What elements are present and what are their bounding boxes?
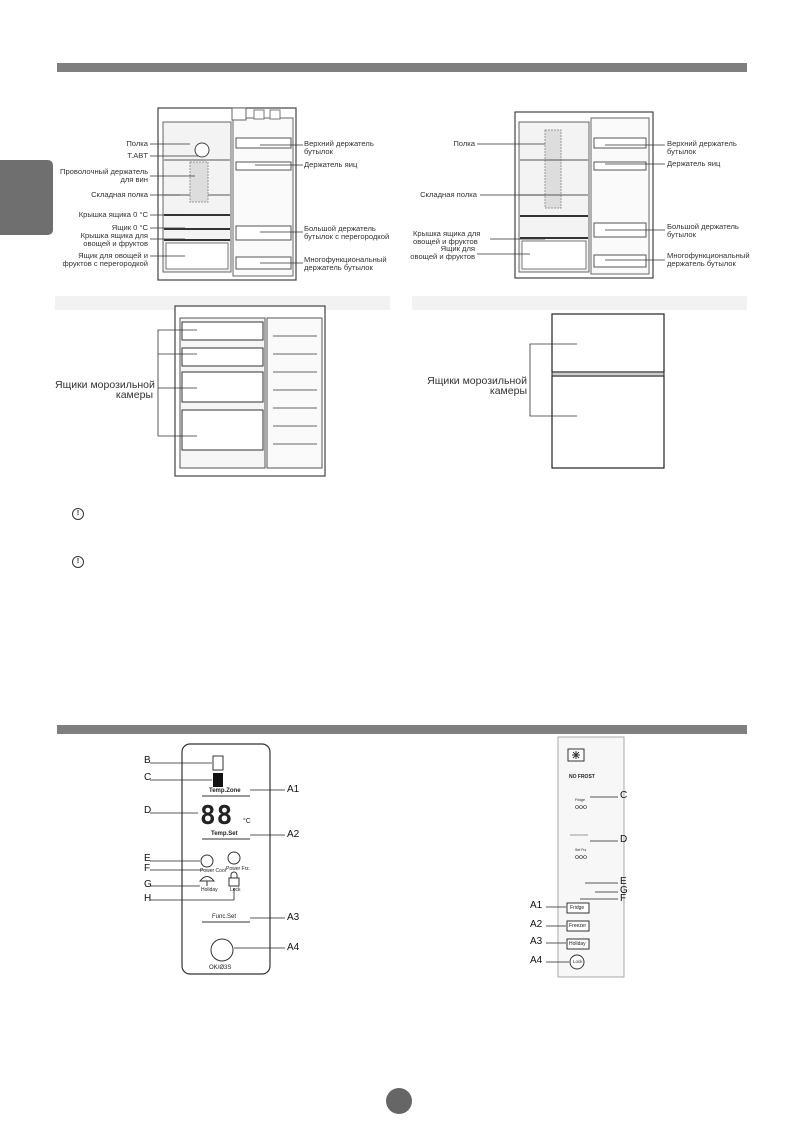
label-freezer-drawers: Ящики морозильной камеры <box>55 379 155 401</box>
page-number-marker <box>386 1088 412 1114</box>
callout-a4-2: A4 <box>530 955 543 966</box>
label-top-bottle-holder-2: Верхний держатель бутылок <box>667 139 737 156</box>
label-egg-holder-2: Держатель яиц <box>667 159 721 168</box>
label-wine-holder: Проволочный держатель для вин <box>60 167 149 184</box>
holiday-button-2[interactable]: Holiday <box>569 941 586 947</box>
fridge-button[interactable]: Fridge <box>570 905 585 911</box>
label-zero-drawer: Ящик 0 °C <box>111 223 148 232</box>
freezer-button[interactable]: Freezer <box>569 923 587 929</box>
fridge-left-diagram <box>60 100 400 290</box>
side-tab <box>0 160 53 235</box>
callout-e-2: E <box>620 876 627 887</box>
callout-a3-2: A3 <box>530 936 543 947</box>
callout-d: D <box>144 805 152 816</box>
brand-label: NO FROST <box>569 774 595 780</box>
label-folding-shelf-2: Складная полка <box>420 190 477 199</box>
label-shelf-2: Полка <box>453 139 475 148</box>
power-frz-button[interactable]: Power Frz. <box>226 866 251 872</box>
callout-d-2: D <box>620 834 628 845</box>
callout-a1: A1 <box>287 784 300 795</box>
label-top-bottle-holder: Верхний держатель бутылок <box>304 139 374 156</box>
label-big-bottle-holder: Большой держатель бутылок с перегородкой <box>304 224 390 241</box>
callout-a1-2: A1 <box>530 900 543 911</box>
callout-a2-2: A2 <box>530 919 543 930</box>
warning-icon-2: ! <box>72 556 84 568</box>
label-egg-holder: Держатель яиц <box>304 160 358 169</box>
callout-h: H <box>144 893 152 904</box>
fridge-right-diagram <box>405 100 750 290</box>
holiday-button[interactable]: Holiday <box>201 887 218 893</box>
callout-a2: A2 <box>287 829 300 840</box>
label-folding-shelf: Складная полка <box>91 190 148 199</box>
label-veg-drawer-2: Ящик для овощей и фруктов <box>410 244 475 261</box>
temp-set-button[interactable]: Temp.Set <box>211 831 238 837</box>
label-freezer-drawers-2: Ящики морозильной камеры <box>427 375 527 397</box>
callout-f-2: F <box>620 893 627 904</box>
fridge-temp-label: Fridge <box>575 798 585 802</box>
ok-button[interactable]: OK/Ø3S <box>209 965 232 971</box>
label-multi-bottle-holder: Многофункциональный держатель бутылок <box>304 255 387 272</box>
label-veg-cover: Крышка ящика для овощей и фруктов <box>80 231 148 248</box>
label-multi-bottle-holder-2: Многофункциональный держатель бутылок <box>667 251 750 268</box>
freezer-left-diagram <box>55 296 395 486</box>
callout-a3: A3 <box>287 912 300 923</box>
control-panel-left <box>140 738 340 978</box>
label-veg-cover-2: Крышка ящика для овощей и фруктов <box>413 229 481 246</box>
callout-g-2: G <box>620 885 628 896</box>
callout-c: C <box>144 772 152 783</box>
freezer-right-diagram <box>412 296 752 486</box>
control-panel-left-drawing <box>140 738 340 978</box>
lock-button-2[interactable]: Lock <box>573 959 583 964</box>
freezer-temp-label: Set Frz <box>575 848 587 852</box>
power-cool-button[interactable]: Power Cool <box>200 868 226 874</box>
label-zero-drawer-cover: Крышка ящика 0 °C <box>78 210 148 219</box>
callout-c-2: C <box>620 790 628 801</box>
label-veg-drawer: Ящик для овощей и фруктов с перегородкой <box>62 251 148 268</box>
temp-unit: °C <box>243 818 251 825</box>
callout-e: E <box>144 853 151 864</box>
label-big-bottle-holder-2: Большой держатель бутылок <box>667 222 739 239</box>
func-set-button[interactable]: Func.Set <box>212 914 237 920</box>
section-bar-middle <box>57 725 747 734</box>
control-panel-right <box>530 735 640 980</box>
temp-display: 88 <box>200 801 234 831</box>
callout-g: G <box>144 879 152 890</box>
section-bar-top <box>57 63 747 72</box>
callout-a4: A4 <box>287 942 300 953</box>
callout-b: B <box>144 755 151 766</box>
temp-zone-button[interactable]: Temp.Zone <box>209 788 241 794</box>
callout-f: F <box>144 863 151 874</box>
lock-button[interactable]: Lock <box>230 887 241 893</box>
warning-icon-1: ! <box>72 508 84 520</box>
label-shelf: Полка <box>126 139 148 148</box>
label-tabt: T.ABT <box>127 151 148 160</box>
